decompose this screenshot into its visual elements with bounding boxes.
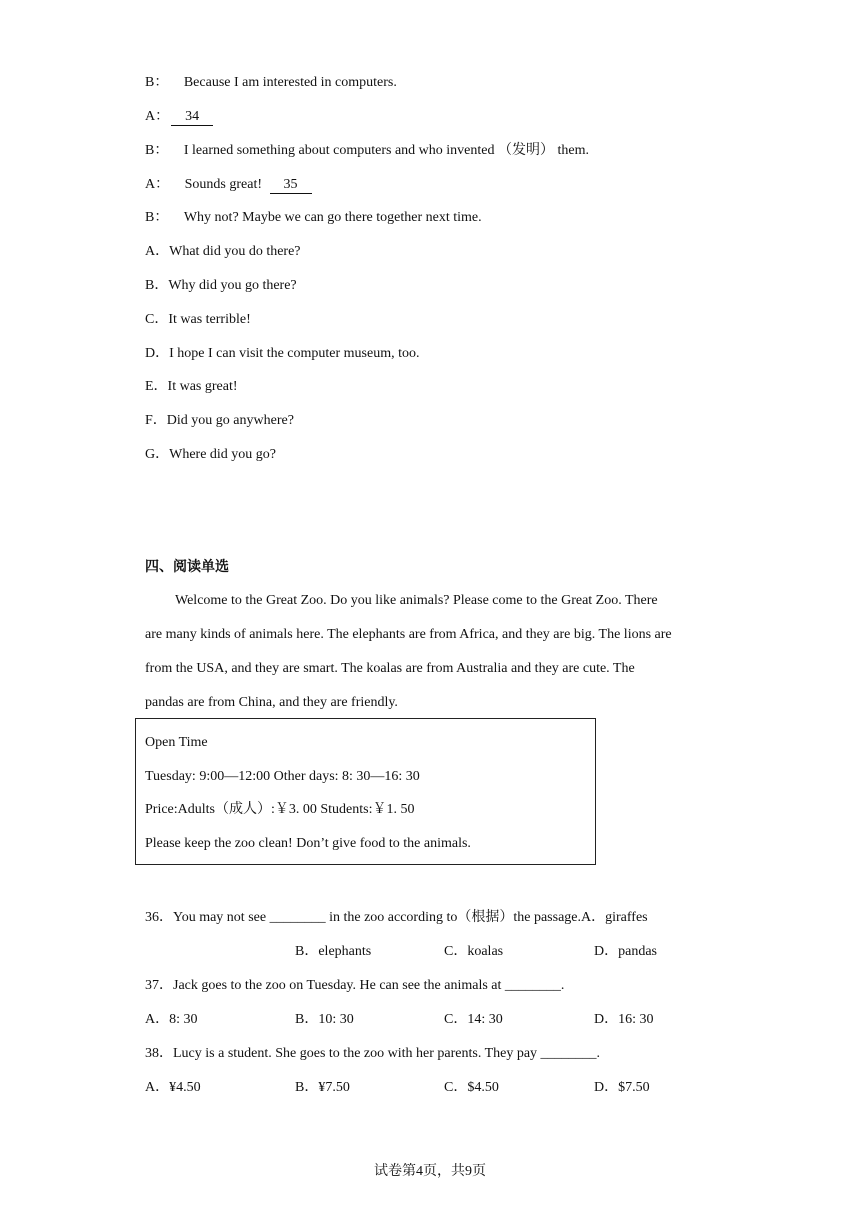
speaker-label: B： <box>145 143 169 158</box>
passage-line: from the USA, and they are smart. The koalas are from Australia and they are cute. The <box>145 661 635 676</box>
answer-option[interactable]: A．¥4.50 <box>145 1080 201 1095</box>
speaker-label: A： <box>145 109 170 124</box>
answer-option[interactable]: B．¥7.50 <box>295 1080 350 1095</box>
speaker-label: A： <box>145 177 170 192</box>
passage-line: pandas are from China, and they are friendly. <box>145 695 398 710</box>
choice-item: A．What did you do there? <box>145 244 301 259</box>
notice-line: Please keep the zoo clean! Don’t give food to the animals. <box>145 836 471 851</box>
choice-item: C．It was terrible! <box>145 312 251 327</box>
notice-line: Tuesday: 9:00—12:00 Other days: 8: 30—16: 30 <box>145 769 420 784</box>
dialogue-line <box>145 176 312 194</box>
answer-option[interactable]: D．$7.50 <box>594 1080 650 1095</box>
notice-line: Open Time <box>145 735 208 750</box>
choice-item: F．Did you go anywhere? <box>145 413 294 428</box>
dialogue-text: Sounds great! <box>184 177 263 192</box>
dialogue-text: I learned something about computers and who invented （发明） them. <box>183 143 589 158</box>
answer-option[interactable]: D．pandas <box>594 944 657 959</box>
dialogue-line <box>145 142 589 160</box>
choice-item: B．Why did you go there? <box>145 278 297 293</box>
speaker-label: B： <box>145 210 169 225</box>
speaker-label: B： <box>145 75 169 90</box>
dialogue-line <box>145 74 397 92</box>
choice-item: E．It was great! <box>145 379 238 394</box>
answer-option[interactable]: C．$4.50 <box>444 1080 499 1095</box>
answer-option[interactable]: D．16: 30 <box>594 1012 654 1027</box>
section-title: 四、阅读单选 <box>145 559 229 575</box>
answer-option[interactable]: B．10: 30 <box>295 1012 354 1027</box>
answer-option[interactable]: A．8: 30 <box>145 1012 198 1027</box>
answer-blank-34[interactable]: 34 <box>171 109 213 126</box>
answer-option[interactable]: B．elephants <box>295 944 372 959</box>
question-stem: 38．Lucy is a student. She goes to the zoo with her parents. They pay ________. <box>145 1046 601 1061</box>
answer-option[interactable]: C．koalas <box>444 944 504 959</box>
question-stem: 36．You may not see ________ in the zoo according to（根据）the passage.A．giraffes <box>145 910 648 925</box>
choice-item: D．I hope I can visit the computer museum, too. <box>145 346 420 361</box>
dialogue-text: Why not? Maybe we can go there together next time. <box>183 210 482 225</box>
choice-item: G．Where did you go? <box>145 447 277 462</box>
passage-line: are many kinds of animals here. The elephants are from Africa, and they are big. The lions are <box>145 627 672 642</box>
notice-line: Price:Adults（成人）:￥3. 00 Students:￥1. 50 <box>145 802 415 817</box>
dialogue-line <box>145 209 482 227</box>
question-stem: 37．Jack goes to the zoo on Tuesday. He can see the animals at ________. <box>145 978 565 993</box>
dialogue-text: Because I am interested in computers. <box>183 75 397 90</box>
dialogue-line <box>145 108 213 126</box>
answer-blank-35[interactable]: 35 <box>270 177 312 194</box>
page-footer: 试卷第4页，共9页 <box>374 1164 486 1179</box>
answer-option[interactable]: C．14: 30 <box>444 1012 503 1027</box>
passage-line: Welcome to the Great Zoo. Do you like animals? Please come to the Great Zoo. There <box>175 593 658 608</box>
